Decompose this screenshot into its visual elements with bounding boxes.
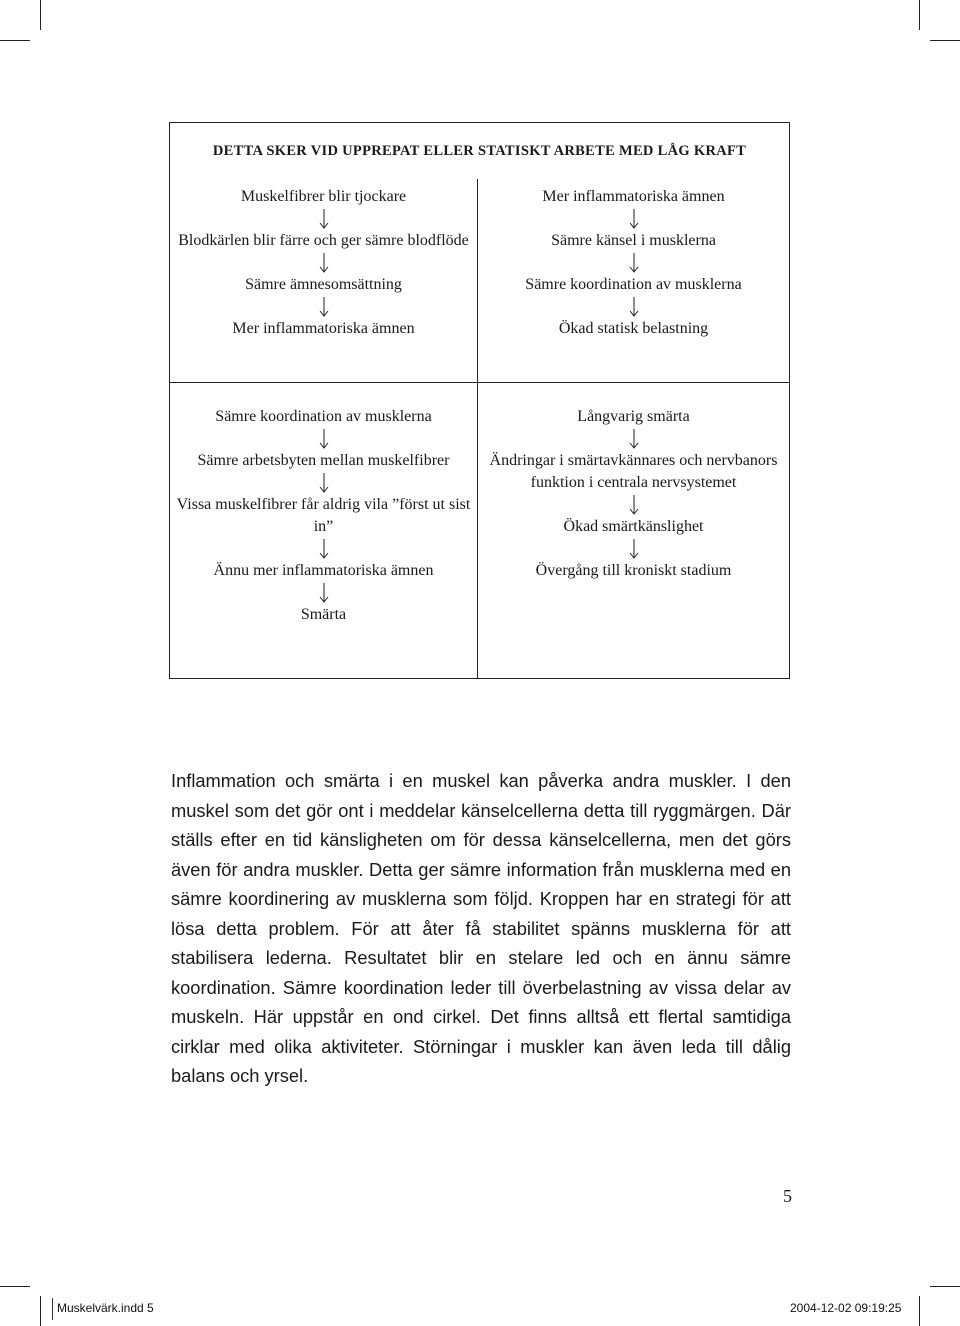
box-title: DETTA SKER VID UPPREPAT ELLER STATISKT ARBETE MED LÅG KRAFT [212,142,747,159]
crop-mark [930,1286,960,1287]
down-arrow-icon [170,582,477,604]
flow-step: Muskelfibrer blir tjockare [240,188,407,205]
slug-datetime: 2004-12-02 09:19:25 [790,1301,902,1315]
flow-step: Sämre känsel i musklerna [551,232,716,249]
flow-top-left [170,179,478,383]
crop-mark [0,1286,30,1287]
down-arrow-icon [170,208,477,230]
flow-step: Långvarig smärta [577,408,690,425]
flow-step: Ökad smärtkänslighet [563,518,704,535]
flow-step: Ökad statisk belastning [558,320,709,337]
down-arrow-icon [478,296,789,318]
flow-step: Mer inflammatoriska ämnen [542,188,725,205]
flow-step: Sämre arbetsbyten mellan muskelfibrer [197,452,450,469]
down-arrow-icon [478,538,789,560]
down-arrow-icon [170,538,477,560]
crop-mark [919,0,920,30]
page-number: 5 [783,1186,792,1206]
down-arrow-icon [170,296,477,318]
flow-step: Blodkärlen blir färre och ger sämre blodflöde [178,232,469,249]
flow-diagram-box [169,122,790,679]
flow-bottom-right [478,383,789,678]
flow-bottom-left [170,383,478,678]
flow-step: Sämre ämnesomsättning [245,276,402,293]
crop-mark [40,0,41,30]
down-arrow-icon [478,208,789,230]
flow-step: Övergång till kroniskt stadium [535,562,732,579]
body-paragraph: Inflammation och smärta i en muskel kan påverka andra muskler. I den muskel som det gör ont i meddelar känselcellerna detta till ryggmärgen. Där ställs efter en tid känsligheten om för dessa känselcellerna, men det görs även för andra muskler. Detta ger sämre information från musklerna med en sämre koordinering av musklerna som följd. Kroppen har en strategi för att lösa detta problem. För att åter få stabilitet spänns musklerna för att stabilisera lederna. Resultatet blir en stelare led och en ännu sämre koordination. Sämre koordination leder till överbelastning av vissa delar av muskeln. Här uppstår en ond cirkel. Det finns alltså ett flertal samtidiga cirklar med olika aktiviteter. Störningar i muskler kan även leda till dålig balans och yrsel. [171,770,791,1086]
flow-step: Ändringar i smärtavkännares och nervbanors funktion i centrala nervsystemet [489,452,778,491]
flow-step: Mer inflammatoriska ämnen [232,320,415,337]
down-arrow-icon [478,428,789,450]
slug-filename: Muskelvärk.indd 5 [57,1301,154,1315]
flow-top-right [478,179,789,383]
down-arrow-icon [478,252,789,274]
flow-step: Smärta [300,606,347,623]
flow-step: Sämre koordination av musklerna [525,276,742,293]
crop-mark [919,1296,920,1326]
crop-mark [930,40,960,41]
down-arrow-icon [170,252,477,274]
down-arrow-icon [170,428,477,450]
flow-step: Vissa muskelfibrer får aldrig vila ”först ut sist in” [176,496,471,535]
down-arrow-icon [170,472,477,494]
slug-divider [52,1298,53,1320]
crop-mark [0,40,30,41]
down-arrow-icon [478,494,789,516]
flow-step: Ännu mer inflammatoriska ämnen [213,562,434,579]
crop-mark [40,1296,41,1326]
flow-step: Sämre koordination av musklerna [215,408,432,425]
